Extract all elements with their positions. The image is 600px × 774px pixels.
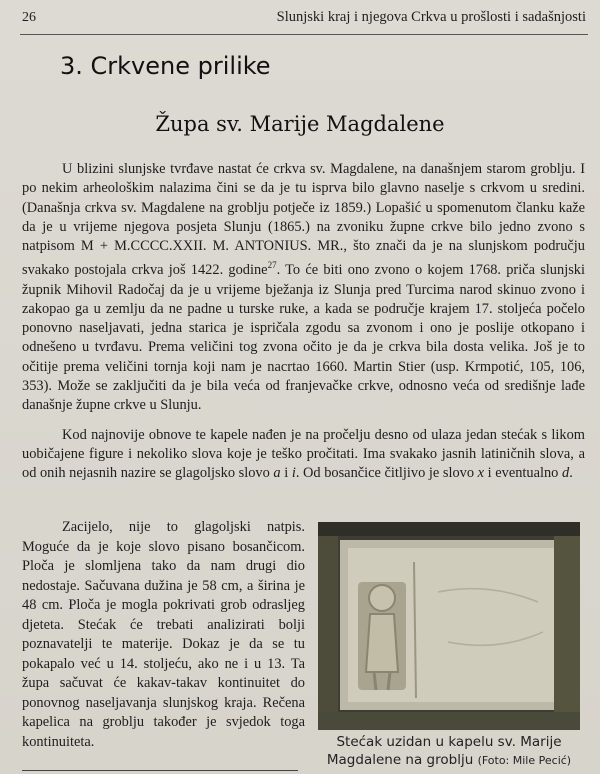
running-head: Slunjski kraj i njegova Crkva u prošlosti i sadašnjosti [276, 9, 586, 25]
photo-caption [318, 733, 580, 770]
stecak-illustration [318, 522, 580, 730]
footnote-rule [22, 770, 298, 771]
paragraph-2: Kod najnovije obnove te kapele nađen je na pročelju desno od ulaza jedan stećak s likom uobičajene figure i nekoliko slova koje je teško pročitati. Ima svakako jasnih latiničnih slova, a od onih nejasnih nazire se glagoljsko slovo a i i. Od bosančice čitljivo je slovo x i eventualno d. [22, 426, 585, 482]
stecak-photo [318, 522, 580, 730]
paragraph-1: U blizini slunjske tvrđave nastat će crkva sv. Magdalene, na današnjem starom groblju. I po nekim arheološkim nalazima čini se da je tu isprva bilo glavno naselje s crkvom u sredini. (Današnja crkva sv. Magdalene na groblju potječe iz 1859.) Lopašić u spomenutom članku kaže da je u vrijeme njegova posjeta Slunju (1865.) na zvoniku župne crkve bilo jedno zvono s natpisom M + M.CCCC.XXII. M. ANTONIUS. MR., što znači da je na slunjskom području svakako postojala crkva još 1422. godine$^{27}$. To će biti ono zvono o kojem 1768. priča slunjski župnik Mihovil Radočaj da je u vrijeme bježanja iz Slunja pred Turcima narod skinuo zvono i zakopao ga u zemlju da ne padne u turske ruke, a kada se područje krajem 17. stoljeća počelo ponovno naseljavati, jedna starica je ispričala zgodu sa zvonom i ono je poslije otkopano i odnešeno u tvrđavu. Prema veličini tog zvona očito je da je crkva bila dosta velika. Još je to očitije prema veličini tornja koji nam je nacrtao 1660. Martin Stier (usp. Krmpotić, 105, 106, 353). Može se zaključiti da je bila veća od franjevačke crkve, odnosno veća od središnje lađe današnje župne crkve u Slunju. [22, 161, 585, 414]
page-number: 26 [22, 10, 36, 25]
photo-credit: (Foto: Mile Pecić) [477, 754, 572, 767]
caption-line-1: Stećak uzidan u kapelu sv. Marije [336, 734, 562, 750]
chapter-title: 3. Crkvene prilike [60, 52, 271, 80]
body-text [22, 160, 585, 494]
caption-line-2: Magdalene na groblju [326, 752, 474, 768]
section-title: Župa sv. Marije Magdalene [155, 112, 445, 136]
footnote-marker[interactable]: 27 [267, 260, 277, 271]
paragraph-3: Zacijelo, nije to glagoljski natpis. Moguće da je koje slovo pisano bosančicom. Ploča je slomljena tako da nam drugi dio nedostaje. Sačuvana dužina je 58 cm, a širina je 48 cm. Ploča je mogla pokrivati grob odrasljeg djeteta. Stećak će trebati analizirati bolji poznavatelji te materije. Dokaz je da se tu pokapalo već u 14. stoljeću, ako ne i u 13. Ta župa sačuvat će kakav-takav kontinuitet do ponovnog naseljavanja slunjskog kraja. Rečena kapelica na groblju također je svjedok toga kontinuiteta. [22, 519, 305, 750]
header-rule [20, 34, 588, 35]
paragraph-3-column [22, 518, 305, 752]
